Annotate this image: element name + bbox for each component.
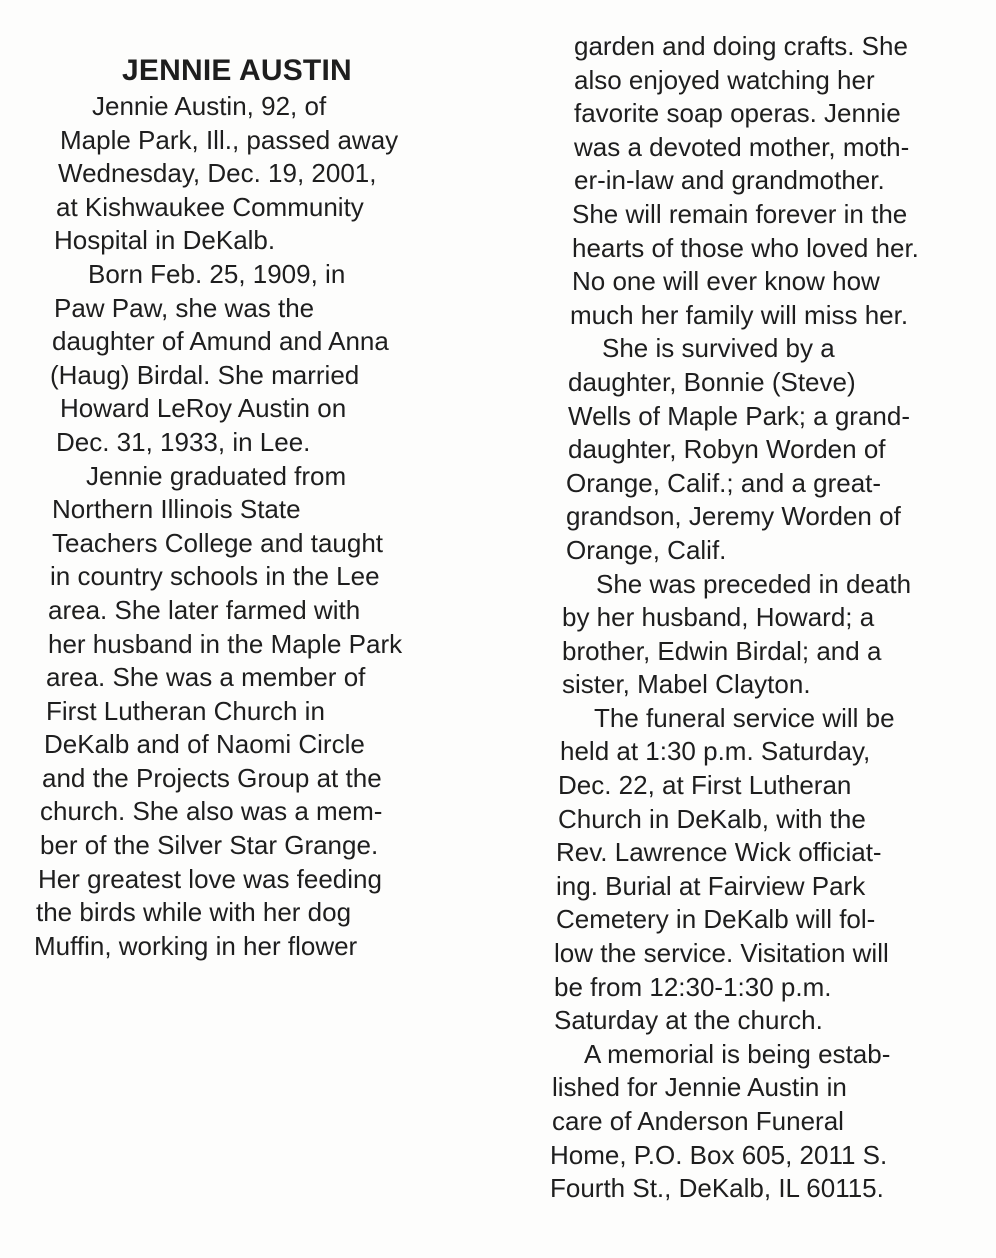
text-line: DeKalb and of Naomi Circle — [44, 729, 365, 760]
text-line: daughter, Robyn Worden of — [568, 434, 886, 465]
text-line: favorite soap operas. Jennie — [574, 98, 901, 129]
text-line: Orange, Calif.; and a great- — [566, 467, 882, 498]
text-line: er-in-law and grandmother. — [574, 165, 885, 196]
text-line: Saturday at the church. — [554, 1005, 823, 1036]
text-line: No one will ever know how — [572, 266, 880, 297]
text-line: daughter of Amund and Anna — [52, 326, 389, 357]
text-line: at Kishwaukee Community — [56, 191, 364, 222]
text-line: low the service. Visitation will — [554, 938, 889, 969]
text-line: Home, P.O. Box 605, 2011 S. — [550, 1139, 888, 1170]
text-line: in country schools in the Lee — [50, 561, 380, 592]
text-line: Born Feb. 25, 1909, in — [88, 258, 346, 289]
text-line: much her family will miss her. — [570, 299, 909, 330]
text-line: Teachers College and taught — [52, 527, 384, 558]
text-line: Howard LeRoy Austin on — [60, 393, 347, 424]
text-line: Fourth St., DeKalb, IL 60115. — [550, 1173, 884, 1204]
text-line: Dec. 31, 1933, in Lee. — [56, 426, 311, 457]
text-line: and the Projects Group at the — [42, 762, 382, 793]
text-line: lished for Jennie Austin in — [552, 1072, 847, 1103]
text-line: Jennie Austin, 92, of — [92, 91, 327, 121]
text-line: Wednesday, Dec. 19, 2001, — [58, 158, 377, 189]
text-line: She was preceded in death — [596, 568, 912, 599]
text-line: Cemetery in DeKalb will fol- — [556, 904, 876, 935]
text-line: Jennie graduated from — [86, 460, 347, 491]
text-line: hearts of those who loved her. — [572, 232, 919, 263]
text-line: Her greatest love was feeding — [38, 863, 382, 894]
text-line: area. She was a member of — [46, 662, 366, 693]
text-line: sister, Mabel Clayton. — [562, 669, 811, 700]
text-line: First Lutheran Church in — [46, 695, 325, 726]
text-line: also enjoyed watching her — [574, 64, 875, 95]
text-line: Muffin, working in her flower — [34, 930, 358, 961]
text-line: grandson, Jeremy Worden of — [566, 501, 901, 532]
text-line: A memorial is being estab- — [584, 1038, 891, 1069]
text-line: church. She also was a mem- — [40, 796, 383, 827]
left-column — [30, 52, 450, 963]
text-line: Rev. Lawrence Wick officiat- — [556, 837, 882, 868]
text-line: Dec. 22, at First Lutheran — [558, 770, 852, 801]
obituary-headline: JENNIE AUSTIN — [122, 54, 352, 87]
text-line: Paw Paw, she was the — [54, 292, 315, 323]
text-line: Orange, Calif. — [566, 534, 727, 565]
text-line: (Haug) Birdal. She married — [50, 359, 360, 390]
text-line: garden and doing crafts. She — [574, 31, 908, 61]
text-line: Maple Park, Ill., passed away — [60, 124, 399, 155]
text-line: care of Anderson Funeral — [552, 1106, 844, 1136]
text-line: Hospital in DeKalb. — [54, 225, 276, 256]
text-line: ber of the Silver Star Grange. — [40, 830, 379, 861]
text-line: Church in DeKalb, with the — [558, 803, 866, 834]
text-line: Wells of Maple Park; a grand- — [568, 400, 910, 431]
text-line: ing. Burial at Fairview Park — [556, 870, 866, 901]
text-line: the birds while with her dog — [36, 897, 352, 928]
text-line: held at 1:30 p.m. Saturday, — [560, 736, 871, 767]
text-line: Northern Illinois State — [52, 494, 301, 525]
text-line: She is survived by a — [602, 333, 835, 364]
text-line: her husband in the Maple Park — [48, 628, 403, 659]
text-line: The funeral service will be — [594, 702, 895, 733]
text-line: She will remain forever in the — [572, 198, 908, 229]
text-line: be from 12:30-1:30 p.m. — [554, 971, 832, 1002]
right-column — [548, 30, 968, 1206]
text-line: daughter, Bonnie (Steve) — [568, 366, 856, 397]
text-line: area. She later farmed with — [48, 594, 361, 625]
text-line: was a devoted mother, moth- — [574, 131, 910, 162]
text-line: brother, Edwin Birdal; and a — [562, 635, 882, 666]
text-line: by her husband, Howard; a — [562, 602, 875, 633]
